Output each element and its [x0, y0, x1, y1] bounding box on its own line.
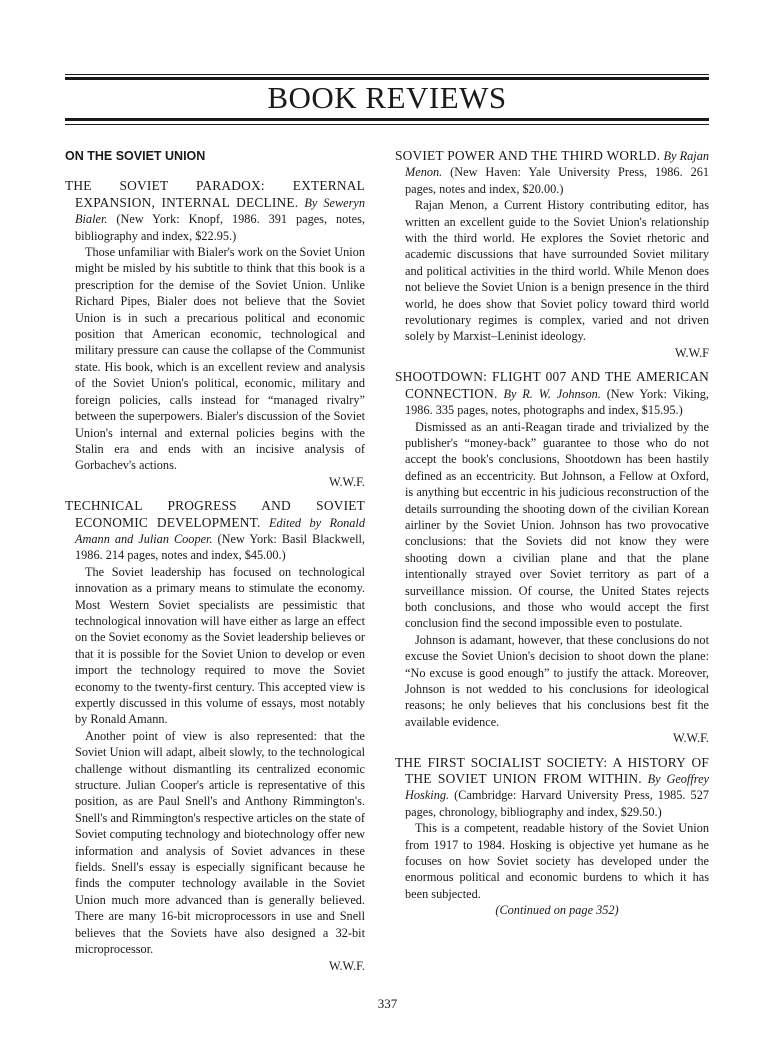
right-column: [395, 148, 709, 927]
review-author: Edited by Ronald Amann and Julian Cooper.: [75, 515, 365, 546]
review-soviet-power: [395, 148, 709, 361]
review-publication: (Cambridge: Harvard University Press, 1985. 527 pages, chronology, bibliography and index, $29.50.): [405, 788, 709, 819]
page-title: BOOK REVIEWS: [267, 80, 507, 115]
bottom-rule-lower: [65, 124, 709, 125]
review-paragraph: Another point of view is also represented: that the Soviet Union will adapt, albeit slowly, to the technological challenge without dismantling its centralized economic structure. Julian Cooper's article is representative of this position, as are Paul Snell's and Anthony Rimmington's. Snell's and Rimmington's respective articles on the state of Soviet computing technology and biotechnology offer new information and analysis of Soviet advances in these fields. Snell's essay is especially significant because he finds the computer technology available in the Soviet Union much more advanced than is generally believed. There are many 16-bit microprocessors in use and Snell believes that the Soviets have also designed a 32-bit microprocessor.: [75, 728, 365, 957]
review-header: [65, 498, 365, 564]
left-column: [65, 148, 365, 982]
review-soviet-paradox: [65, 178, 365, 490]
review-shootdown: [395, 369, 709, 746]
review-first-socialist-society: [395, 755, 709, 919]
review-author: By Seweryn Bialer.: [75, 195, 366, 227]
section-heading: ON THE SOVIET UNION: [65, 149, 206, 163]
review-title: THE SOVIET PARADOX: EXTERNAL EXPANSION, INTERNAL DECLINE.: [65, 178, 365, 210]
review-title: THE FIRST SOCIALIST SOCIETY: A HISTORY OF THE SOVIET UNION FROM WITHIN.: [395, 754, 709, 787]
page-number: 337: [377, 996, 398, 1011]
review-paragraph: Dismissed as an anti-Reagan tirade and trivialized by the publisher's “money-back” guarantee to those who do not accept the book's conclusions, Shootdown has been hastily defined as an eccentricity. But Johnson, a Fellow at Oxford, is anything but eccentric in his judicious reconstruction of the details surrounding the shooting down of the civilian Korean airliner by the Soviet Union. Johnson has two provocative conclusions: that the Soviets did not know they were shooting down a civilian plane and that the plane intentionally strayed over Soviet territory as part of a surveillance mission. Of course, the United States rejects both conclusions, and those who would accept the first conclusion find the second impossible even to postulate.: [405, 419, 709, 631]
review-paragraph: This is a competent, readable history of the Soviet Union from 1917 to 1984. Hosking is objective yet humane as he focuses on how Soviet society has developed under the enormous political and economic burdens to which it has been subjected.: [405, 821, 709, 901]
review-author: By Geoffrey Hosking.: [405, 772, 710, 803]
review-publication: (New York: Knopf, 1986. 391 pages, notes, bibliography and index, $22.95.): [75, 212, 365, 243]
review-author: By Rajan Menon.: [405, 149, 709, 180]
review-signature: W.W.F.: [328, 958, 365, 973]
review-author: By R. W. Johnson.: [503, 386, 601, 401]
continued-notice: (Continued on page 352): [495, 903, 619, 918]
review-paragraph: Rajan Menon, a Current History contributing editor, has written an excellent guide to the Soviet Union's relationship with the third world. He explores the Soviet rhetoric and academic discussions that have surrounded Soviet military and political activities in the third world. While Menon does not believe the Soviet Union is a benign presence in the third world, he does show that Soviet policy toward third world revolutionary regimes is complex, varied and not driven solely by Marxist–Leninist ideology.: [405, 198, 709, 344]
review-signature: W.W.F.: [328, 474, 365, 489]
review-publication: (New Haven: Yale University Press, 1986. 261 pages, notes and index, $20.00.): [405, 165, 710, 196]
review-paragraph: Those unfamiliar with Bialer's work on the Soviet Union might be misled by his subtitle to think that this book is a prescription for the demise of the Soviet Union. Unlike Richard Pipes, Bialer does not believe that the Soviet Union is in such a precarious political and economic position that American economic, technological and military pressure can cause the collapse of the Communist state. His book, which is an excellent review and analysis of the Soviet Union's political, economic, military and foreign policies, calls instead for “managed rivalry” between the superpowers. Bialer's discussion of the Soviet Union's internal and external policies begins with the Stalin era and ends with an incisive analysis of Gorbachev's actions.: [75, 245, 365, 473]
review-signature: W.W.F: [675, 345, 709, 360]
review-header: [395, 755, 709, 821]
top-rule-upper: [65, 74, 709, 75]
review-signature: W.W.F.: [672, 731, 709, 746]
review-header: [65, 178, 365, 244]
bottom-rule-upper: [65, 118, 709, 121]
review-title: TECHNICAL PROGRESS AND SOVIET ECONOMIC DEVELOPMENT.: [65, 498, 365, 530]
review-title: SOVIET POWER AND THE THIRD WORLD.: [395, 148, 661, 163]
review-title: SHOOTDOWN: FLIGHT 007 AND THE AMERICAN CONNECTION.: [395, 369, 709, 401]
review-technical-progress: [65, 498, 365, 974]
review-publication: (New York: Viking, 1986. 335 pages, notes, photographs and index, $15.95.): [405, 386, 709, 418]
review-paragraph: Johnson is adamant, however, that these conclusions do not excuse the Soviet Union's decision to shoot down the plane: “No excuse is good enough” to justify the attack. Moreover, Johnson is not wedded to his conclusions for ideological reasons; he only believes that his conclusions best fit the available evidence.: [405, 632, 709, 729]
review-header: [395, 369, 709, 418]
review-paragraph: The Soviet leadership has focused on technological innovation as a primary means to stimulate the economy. Most Western Soviet specialists are pessimistic that technological innovation will have either as large an effect on the Soviet economy as the Soviet leadership believes or that it is possible for the Soviet Union to develop or even import the technology required to move the Soviet economy to the twenty-first century. This accepted view is expertly discussed in this volume of essays, most notably by Ronald Amann.: [75, 564, 365, 727]
review-publication: (New York: Basil Blackwell, 1986. 214 pages, notes and index, $45.00.): [75, 531, 366, 563]
review-header: [395, 148, 709, 197]
